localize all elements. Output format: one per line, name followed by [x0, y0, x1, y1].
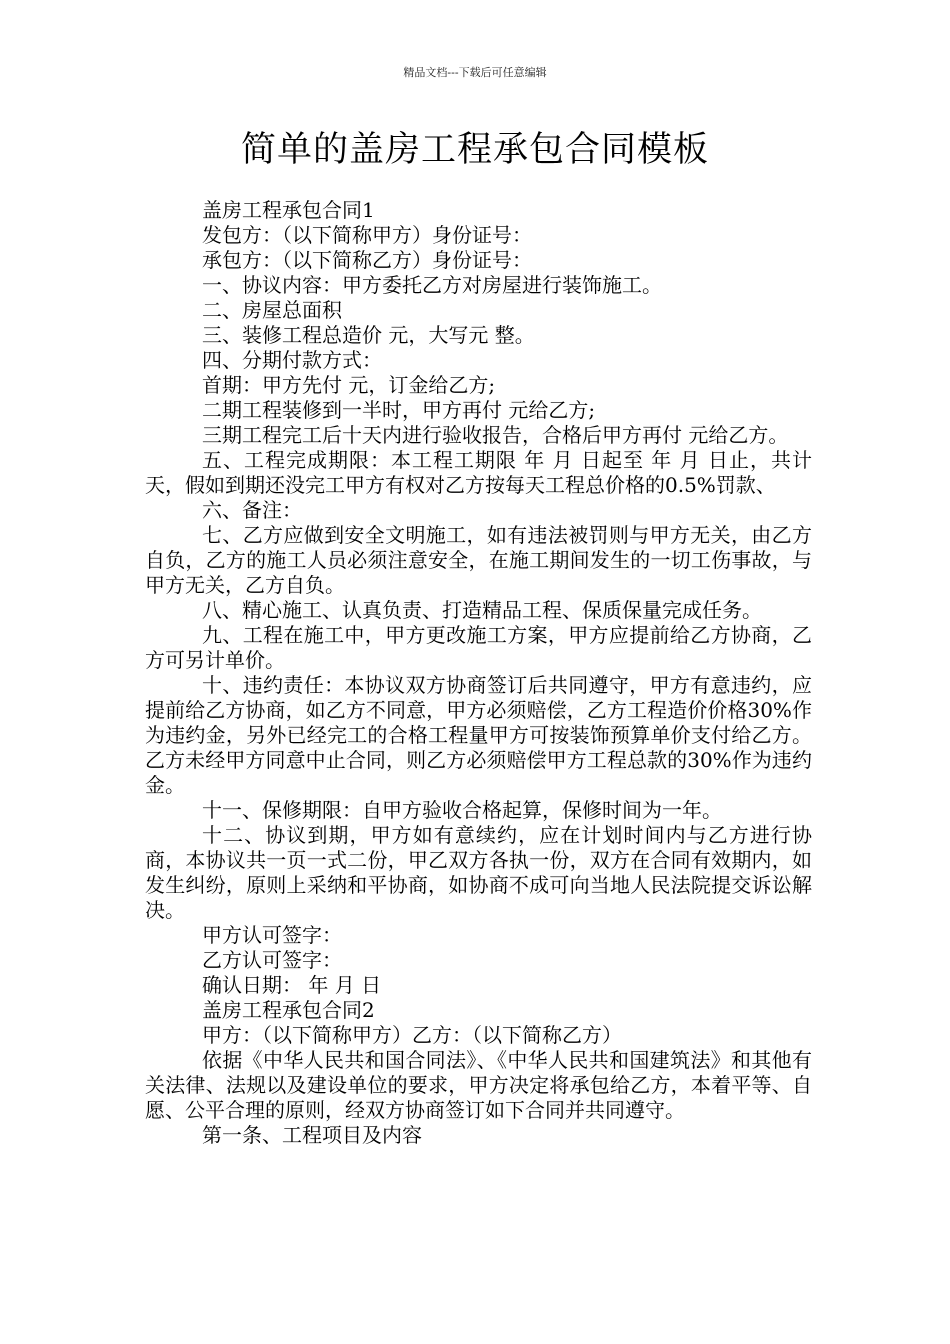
paragraph-payment-1: 首期：甲方先付 元，订金给乙方; [202, 373, 496, 397]
paragraph-clause-5: 五、工程完成期限：本工程工期限 年 月 日起至 年 月 日止，共计 天，假如到期还没完工甲方有权对乙方按每天工程总价格的0.5%罚款、 [145, 448, 812, 497]
paragraph-clause-1: 一、协议内容：甲方委托乙方对房屋进行装饰施工。 [202, 273, 662, 297]
paragraph-contractor-signature: 乙方认可签字： [202, 948, 342, 972]
paragraph-legal-basis: 依据《中华人民共和国合同法》、《中华人民共和国建筑法》和其他有关法律、法规以及建设单位的要求，甲方决定将承包给乙方，本着平等、自愿、公平合理的原则，经双方协商签订如下合同并共同遵守。 [145, 1048, 812, 1122]
document-body [145, 198, 812, 1148]
paragraph-clause-3: 三、装修工程总造价 元，大写元 整。 [202, 323, 535, 347]
paragraph-parties: 甲方：（以下简称甲方）乙方：（以下简称乙方） [202, 1023, 622, 1047]
paragraph-clause-7: 七、乙方应做到安全文明施工，如有违法被罚则与甲方无关，由乙方自负，乙方的施工人员必须注意安全，在施工期间发生的一切工伤事故，与甲方无关，乙方自负。 [145, 523, 812, 597]
paragraph-clause-11: 十一、保修期限：自甲方验收合格起算，保修时间为一年。 [202, 798, 722, 822]
paragraph-clause-2: 二、房屋总面积 [202, 298, 342, 322]
paragraph-employer: 发包方：（以下简称甲方）身份证号： [202, 223, 532, 247]
document-title: 简单的盖房工程承包合同模板 [240, 130, 709, 170]
paragraph-clause-9: 九、工程在施工中，甲方更改施工方案，甲方应提前给乙方协商，乙方可另计单价。 [145, 623, 812, 672]
paragraph-clause-10: 十、违约责任：本协议双方协商签订后共同遵守，甲方有意违约，应提前给乙方协商，如乙方不同意，甲方必须赔偿，乙方工程造价价格30%作为违约金，另外已经完工的合格工程量甲方可按装饰预算单价支付给乙方。乙方未经甲方同意中止合同，则乙方必须赔偿甲方工程总款的30%作为违约金。 [145, 673, 812, 797]
paragraph-contract1-heading: 盖房工程承包合同1 [202, 198, 375, 222]
paragraph-clause-8: 八、精心施工、认真负责、打造精品工程、保质保量完成任务。 [202, 598, 762, 622]
paragraph-employer-signature: 甲方认可签字： [202, 923, 342, 947]
paragraph-contractor: 承包方：（以下简称乙方）身份证号： [202, 248, 532, 272]
paragraph-clause-6: 六、备注： [202, 498, 302, 522]
paragraph-clause-4: 四、分期付款方式： [202, 348, 382, 372]
paragraph-contract2-heading: 盖房工程承包合同2 [202, 998, 375, 1022]
paragraph-confirm-date: 确认日期： 年 月 日 [202, 973, 382, 997]
page-header-note: 精品文档---下载后可任意编辑 [403, 66, 547, 79]
paragraph-payment-3: 三期工程完工后十天内进行验收报告，合格后甲方再付 元给乙方。 [202, 423, 789, 447]
paragraph-payment-2: 二期工程装修到一半时，甲方再付 元给乙方; [202, 398, 596, 422]
paragraph-clause-12: 十二、协议到期，甲方如有意续约，应在计划时间内与乙方进行协商，本协议共一页一式二份，甲乙双方各执一份，双方在合同有效期内，如发生纠纷，原则上采纳和平协商，如协商不成可向当地人民法院提交诉讼解决。 [145, 823, 812, 922]
paragraph-article-1: 第一条、工程项目及内容 [202, 1123, 422, 1147]
